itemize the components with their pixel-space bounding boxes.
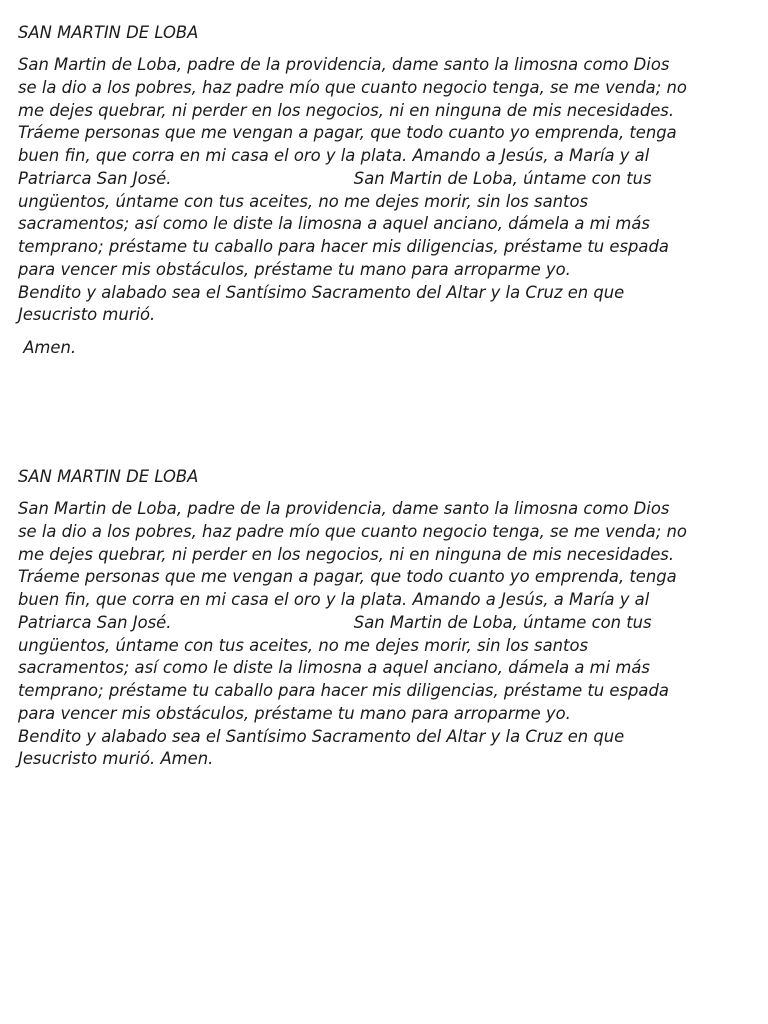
prayer-line: Jesucristo murió. Amen.: [18, 749, 214, 769]
prayer-closing: Amen.: [18, 338, 77, 357]
prayer-line: sacramentos; así como le diste la limosna a aquel anciano, dámela a mi más: [18, 214, 650, 234]
prayer-block-2: [18, 466, 758, 771]
prayer-line: Tráeme personas que me vengan a pagar, que todo cuanto yo emprenda, tenga: [18, 123, 677, 143]
prayer-line: buen fin, que corra en mi casa el oro y la plata. Amando a Jesús, a María y al: [18, 146, 650, 165]
prayer-line: para vencer mis obstáculos, préstame tu mano para arroparme yo.: [18, 703, 571, 723]
prayer-line: Jesucristo murió.: [18, 305, 156, 325]
prayer-line: Bendito y alabado sea el Santísimo Sacramento del Altar y la Cruz en que: [18, 282, 625, 302]
prayer-line: temprano; préstame tu caballo para hacer mis diligencias, préstame tu espada: [18, 681, 669, 700]
prayer-line: ungüentos, úntame con tus aceites, no me dejes morir, sin los santos: [18, 191, 589, 211]
prayer-line: Patriarca San José. San Martin de Loba, úntame con tus: [18, 168, 652, 188]
prayer-line: me dejes quebrar, ni perder en los negocios, ni en ninguna de mis necesidades.: [18, 100, 675, 120]
prayer-line: San Martin de Loba, padre de la providencia, dame santo la limosna como Dios: [18, 499, 670, 518]
prayer-line: San Martin de Loba, padre de la providencia, dame santo la limosna como Dios: [18, 55, 670, 74]
prayer-line: temprano; préstame tu caballo para hacer mis diligencias, préstame tu espada: [18, 237, 669, 256]
prayer-line: se la dio a los pobres, haz padre mío que cuanto negocio tenga, se me venda; no: [18, 77, 687, 97]
prayer-line: para vencer mis obstáculos, préstame tu mano para arroparme yo.: [18, 259, 571, 279]
prayer-line: me dejes quebrar, ni perder en los negocios, ni en ninguna de mis necesidades.: [18, 544, 675, 564]
prayer-title: SAN MARTIN DE LOBA: [18, 23, 199, 42]
prayer-line: se la dio a los pobres, haz padre mío que cuanto negocio tenga, se me venda; no: [18, 521, 687, 541]
prayer-body: [18, 498, 758, 771]
prayer-block-1: [18, 22, 758, 359]
prayer-line: Bendito y alabado sea el Santísimo Sacramento del Altar y la Cruz en que: [18, 726, 625, 746]
prayer-body: [18, 54, 758, 327]
prayer-line: buen fin, que corra en mi casa el oro y la plata. Amando a Jesús, a María y al: [18, 590, 650, 609]
prayer-line: Patriarca San José. San Martin de Loba, úntame con tus: [18, 612, 652, 632]
prayer-line: Tráeme personas que me vengan a pagar, que todo cuanto yo emprenda, tenga: [18, 567, 677, 587]
prayer-title: SAN MARTIN DE LOBA: [18, 467, 199, 486]
prayer-line: sacramentos; así como le diste la limosna a aquel anciano, dámela a mi más: [18, 658, 650, 678]
prayer-line: ungüentos, úntame con tus aceites, no me dejes morir, sin los santos: [18, 635, 589, 655]
